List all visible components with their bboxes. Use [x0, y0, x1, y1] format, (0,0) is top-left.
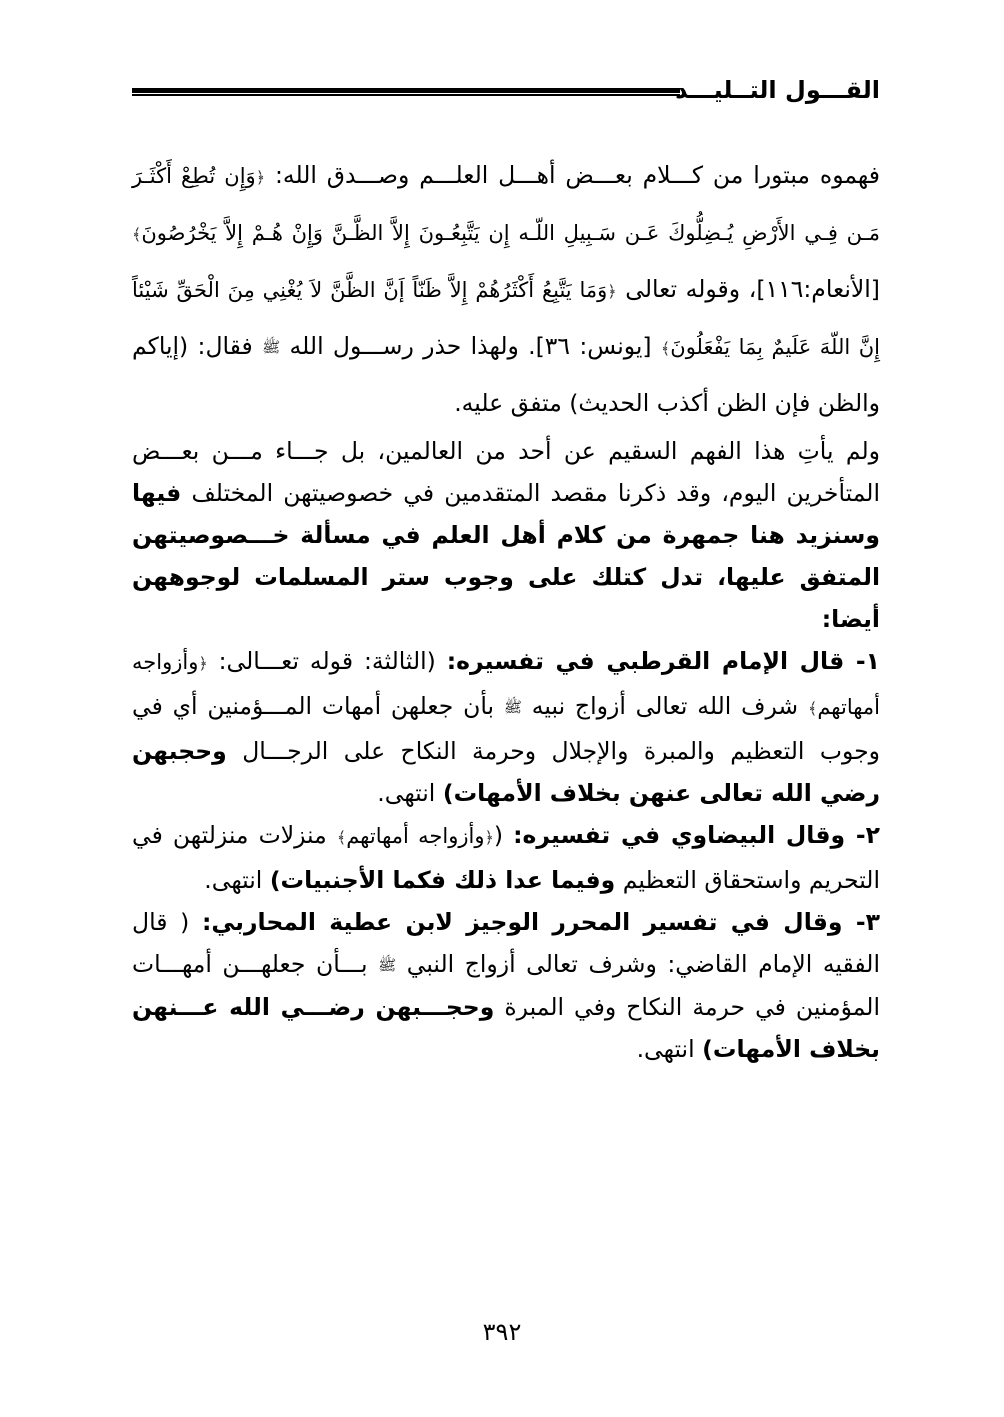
baydawi-paren: (	[493, 821, 504, 849]
paragraph-intro	[132, 148, 880, 430]
reference-anam: [الأنعام:١١٦]، وقوله تعالى	[625, 275, 880, 303]
paragraph-baydawi	[132, 814, 880, 901]
qurtubi-heading: ١- قال الإمام القرطبي في تفسيره:	[446, 647, 880, 675]
ornate-bracket-close: ﴾	[336, 828, 347, 847]
salawat-glyph: ﷺ	[262, 338, 281, 356]
ornate-bracket-open: ﴿	[255, 168, 266, 187]
paragraph-qurtubi	[132, 640, 880, 814]
baydawi-text: منزلات منزلتهن في التحريم واستحقاق التعظيم	[132, 821, 880, 894]
running-header	[132, 72, 880, 112]
hadith-text: فقال: (إياكم والظن فإن الظن أكذب الحديث) متفق عليه.	[132, 332, 880, 417]
qurtubi-bold-end: وحجبهن رضي الله تعالى عنهن بخلاف الأمهات)	[132, 737, 880, 807]
ibn-atiyya-text-2: بـــأن جعلهـــن أمهـــات المؤمنين في حرمة النكاح وفي المبرة	[132, 950, 880, 1021]
ibn-atiyya-heading: ٣- وقال في تفسير المحرر الوجيز لابن عطية المحاربي:	[201, 908, 880, 936]
ibn-atiyya-tail: انتهى.	[636, 1035, 695, 1063]
book-title: القـــول التــليـــد	[675, 76, 880, 104]
qurtubi-text-2: شرف الله تعالى أزواج نبيه	[531, 692, 799, 720]
context-text: ولم يأتِ هذا الفهم السقيم عن أحد من العالمين، بل جـــاء مـــن بعـــض المتأخرين اليوم، وقد ذكرنا مقصد المتقدمين في خصوصيتهن المختلف	[132, 437, 880, 507]
ornate-bracket-close: ﴾	[807, 699, 818, 718]
intro-text: فهموه مبتورا من كـــلام بعـــض أهـــل العلـــم وصـــدق الله:	[274, 161, 880, 189]
paragraph-ibn-atiyya	[132, 901, 880, 1070]
qurtubi-tail: انتهى.	[377, 779, 436, 807]
ibn-atiyya-text-1: ( قال الفقيه الإمام القاضي: وشرف تعالى أزواج النبي	[132, 908, 880, 978]
header-double-rule	[132, 88, 680, 96]
baydawi-heading: ٢- وقال البيضاوي في تفسيره:	[513, 821, 880, 849]
context-bold-text: فيها وسنزيد هنا جمهرة من كلام أهل العلم في مسألة خـــصوصيتهن المتفق عليها، تدل كتلك على وجوب ستر المسلمات لوجوههن أيضا:	[132, 479, 880, 633]
baydawi-tail: انتهى.	[204, 866, 263, 894]
ornate-bracket-open: ﴿	[484, 828, 494, 847]
baydawi-bold-end: وفيما عدا ذلك فكما الأجنبيات)	[269, 866, 616, 894]
ornate-bracket-open: ﴿	[198, 654, 208, 673]
ornate-bracket-close: ﴾	[660, 339, 671, 358]
paragraph-context	[132, 430, 880, 640]
ibn-atiyya-bold-end: وحجـــبهن رضـــي الله عـــنهن بخلاف الأمهات)	[132, 993, 880, 1063]
salawat-glyph: ﷺ	[378, 956, 397, 974]
ornate-bracket-open: ﴿	[607, 282, 617, 301]
qurtubi-text-1: (الثالثة: قوله تعـــالى:	[218, 647, 436, 675]
quran-verse-ahzab: وأزواجه أمهاتهم	[346, 824, 485, 848]
quran-verse-ahzab: وأزواجه أمهاتهم	[132, 650, 880, 719]
page-number: ٣٩٢	[482, 1318, 522, 1346]
ornate-bracket-close: ﴾	[132, 225, 142, 244]
quran-verse-anam: وَإِن تُطِعْ أَكْثَـرَ مَـن فِـي الأَرْضِ يُـضِلُّوكَ عَـن سَـبِيلِ اللّـه إِن يَتَّبِعُـونَ إِلاَّ الظَّـنَّ وَإِنْ هُـمْ إِلاَّ يَخْرُصُونَ	[132, 164, 880, 245]
qurtubi-text-3: بأن جعلهن أمهات المـــؤمنين أي في وجوب التعظيم والمبرة والإجلال وحرمة النكاح على الرجـــال	[132, 692, 880, 765]
page-body	[132, 148, 880, 1070]
reference-yunus: [يونس: ٣٦]. ولهذا حذر رســـول الله	[289, 332, 652, 360]
quran-verse-yunus: وَمَا يَتَّبِعُ أَكْثَرُهُمْ إِلاَّ ظَنّاً إَنَّ الظَّنَّ لاَ يُغْنِي مِنَ الْحَقِّ شَيْئاً إِنَّ اللّهَ عَلَيمٌ بِمَا يَفْعَلُونَ	[132, 278, 880, 359]
salawat-glyph: ﷺ	[503, 698, 522, 716]
